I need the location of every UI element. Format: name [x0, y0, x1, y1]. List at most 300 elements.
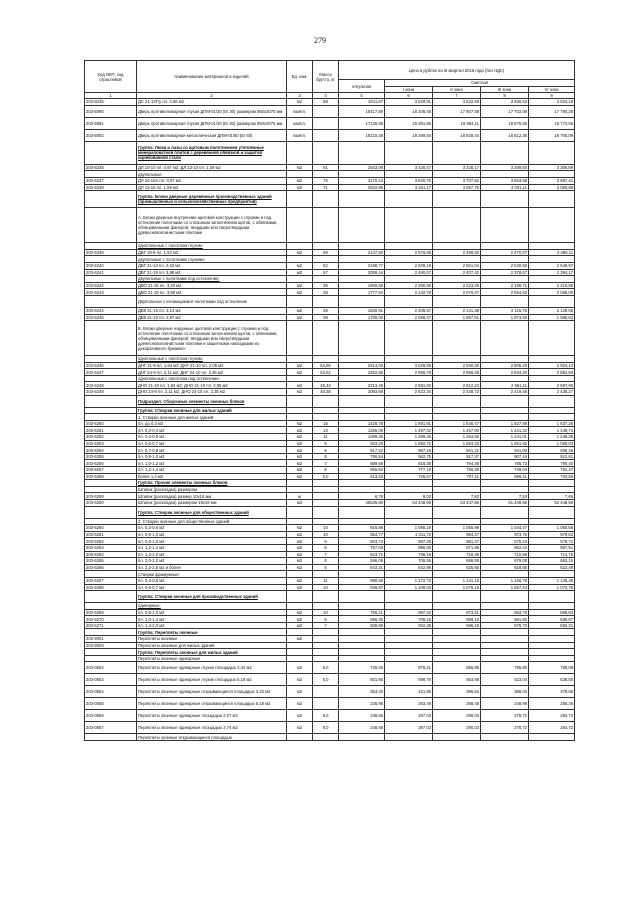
cell-name: ДЛ 10-10А пл. 0,97 м2 [137, 177, 287, 184]
cell-zone-2-price: 917,37 [433, 453, 481, 460]
cell-zone-1-price: 297,03 [385, 710, 433, 722]
cell-zone-3-price: 1 627,69 [481, 420, 529, 427]
cell-unit: м2 [287, 440, 313, 447]
table-row [85, 616, 575, 623]
cell-zone-1-price: 698,70 [385, 674, 433, 686]
cell-release-price [339, 171, 385, 178]
cell-code: 203-6269 [85, 609, 137, 616]
cell-unit: м2 [287, 674, 313, 686]
cell-zone-4-price: 2 486,11 [529, 249, 575, 256]
cell-release-price: 15417,69 [339, 105, 385, 117]
table-row [85, 584, 575, 591]
cell-code [85, 171, 137, 178]
cell-mass: 62 [313, 262, 339, 269]
cell-zone-3-price: 278,72 [481, 710, 529, 722]
cell-release-price: 1830,91 [339, 307, 385, 314]
cell-release-price: 2543,09 [339, 164, 385, 171]
cell-zone-4-price: 2 129,55 [529, 307, 575, 314]
cell-code: 203-6091 [85, 117, 137, 129]
cell-zone-4-price [529, 321, 575, 356]
table-row [85, 629, 575, 636]
cell-mass: 45,43 [313, 382, 339, 389]
cell-release-price [339, 629, 385, 636]
cell-unit: м2 [287, 289, 313, 296]
table-row [85, 184, 575, 191]
cell-unit: компл. [287, 129, 313, 141]
table-row [85, 493, 575, 500]
table-row [85, 276, 575, 283]
cell-release-price [339, 649, 385, 656]
cell-mass: 9,0 [313, 710, 339, 722]
cell-zone-3-price [481, 655, 529, 662]
cell-name: Б. Блоки дверные наружные щитовой конструкции с глухими и под остекление полотнами со сплошным заполнением щитов, с обвязками, облицованными фанерой, твердыми или сверхтвердыми древесноволокнистыми плитами и защитными накладками из декоративного бумажно- [137, 321, 287, 356]
cell-code: 203-6256 [85, 460, 137, 467]
cell-mass: 11 [313, 434, 339, 441]
cell-zone-4-price: 19 773,56 [529, 117, 575, 129]
table-row [85, 577, 575, 584]
cell-zone-2-price [433, 256, 481, 263]
cell-release-price [339, 591, 385, 603]
header-unit: Ед. изм. [287, 61, 313, 93]
cell-zone-4-price: 752,47 [529, 467, 575, 474]
cell-release-price: 854,77 [339, 531, 385, 538]
cell-zone-1-price: 18 346,45 [385, 105, 433, 117]
cell-code: 203-6270 [85, 616, 137, 623]
cell-zone-4-price: 2 394,17 [529, 269, 575, 276]
cell-code: 203-6262 [85, 538, 137, 545]
cell-zone-4-price: 936,49 [529, 447, 575, 454]
cell-mass [313, 117, 339, 129]
cell-zone-3-price: 248,99 [481, 698, 529, 710]
cell-mass: 8,0 [313, 722, 339, 734]
cell-zone-1-price [385, 141, 433, 164]
cell-mass [313, 208, 339, 243]
cell-zone-2-price [433, 734, 481, 741]
cell-code [85, 407, 137, 414]
cell-zone-1-price: 1 497,32 [385, 427, 433, 434]
cell-name: Переплеты оконные одинарные площадью 2,74 м2 [137, 722, 287, 734]
cell-zone-4-price: 788,09 [529, 662, 575, 674]
cell-unit: м2 [287, 609, 313, 616]
cell-code: 203-6261 [85, 531, 137, 538]
table-row [85, 603, 575, 610]
cell-unit: м2 [287, 453, 313, 460]
cell-zone-2-price [433, 518, 481, 525]
cell-mass [313, 276, 339, 283]
cell-name: одинарные: [137, 603, 287, 610]
cell-zone-1-price: 705,55 [385, 558, 433, 565]
cell-name: ДВГ 21-19 пл. 3,88 м2 [137, 269, 287, 276]
cell-name: Переплеты оконные для жилых зданий [137, 642, 287, 649]
table-row [85, 440, 575, 447]
cell-zone-3-price: 523,04 [481, 674, 529, 686]
cell-zone-2-price: 2 499,92 [433, 249, 481, 256]
cell-unit [287, 295, 313, 307]
cell-name: однопольные с полотном под остекление: [137, 375, 287, 382]
cell-zone-1-price [385, 321, 433, 356]
column-index: 4 [313, 93, 339, 99]
table-row [85, 571, 575, 578]
cell-zone-1-price [385, 208, 433, 243]
cell-zone-4-price: 1 986,63 [529, 314, 575, 321]
cell-unit: м2 [287, 538, 313, 545]
cell-mass [313, 518, 339, 525]
cell-zone-4-price [529, 642, 575, 649]
table-row [85, 551, 575, 558]
cell-zone-1-price: 3 629,91 [385, 99, 433, 106]
cell-zone-2-price [433, 243, 481, 250]
cell-zone-2-price: 2 868,48 [433, 369, 481, 376]
cell-name: пл. 0,8-1,0 м2 [137, 453, 287, 460]
cell-zone-4-price: 1 637,28 [529, 420, 575, 427]
cell-unit: м2 [287, 662, 313, 674]
cell-code: 203-6241 [85, 269, 137, 276]
cell-unit [287, 603, 313, 610]
table-row [85, 499, 575, 506]
table-row [85, 649, 575, 656]
cell-release-price: 543,21 [339, 564, 385, 571]
cell-zone-3-price [481, 642, 529, 649]
table-row [85, 208, 575, 243]
cell-zone-4-price [529, 591, 575, 603]
cell-mass: 63,62 [313, 369, 339, 376]
cell-zone-3-price [481, 603, 529, 610]
column-index: 1 [85, 93, 137, 99]
cell-zone-4-price: 1 050,68 [529, 525, 575, 532]
cell-zone-3-price [481, 518, 529, 525]
cell-zone-1-price: 896,00 [385, 544, 433, 551]
cell-zone-2-price [433, 171, 481, 178]
table-row [85, 564, 575, 571]
cell-zone-1-price [385, 256, 433, 263]
table-row [85, 375, 575, 382]
cell-unit [287, 321, 313, 356]
table-row [85, 321, 575, 356]
cell-code [85, 375, 137, 382]
cell-name: ДВК 21-15 пл. 3,13 м2 [137, 307, 287, 314]
cell-zone-1-price: 3 830,75 [385, 177, 433, 184]
cell-zone-2-price [433, 208, 481, 243]
cell-name: ДВО 21-15 пл. 3,20 м2 [137, 282, 287, 289]
header-name: Наименование материалов и изделий [137, 61, 287, 93]
cell-zone-4-price: 2 546,97 [529, 262, 575, 269]
cell-name: Переплеты оконные открывающиеся площадью [137, 734, 287, 741]
cell-code: 203-6260 [85, 525, 137, 532]
cell-zone-4-price [529, 414, 575, 421]
cell-zone-1-price: 726,67 [385, 473, 433, 480]
table-row [85, 389, 575, 396]
cell-release-price: 596,09 [339, 558, 385, 565]
cell-name: пл. 2,0-2,2 м2 [137, 558, 287, 565]
cell-zone-3-price [481, 407, 529, 414]
cell-zone-2-price: 3 707,82 [433, 177, 481, 184]
cell-zone-1-price: 1 011,72 [385, 531, 433, 538]
cell-release-price: 598,30 [339, 616, 385, 623]
table-body [85, 99, 575, 741]
cell-zone-4-price: 1 058,03 [529, 440, 575, 447]
cell-zone-2-price: 2 940,30 [433, 362, 481, 369]
cell-mass: 7 [313, 460, 339, 467]
cell-zone-2-price [433, 636, 481, 643]
cell-zone-1-price: 878,21 [385, 662, 433, 674]
cell-code [85, 655, 137, 662]
cell-zone-1-price: 3 426,47 [385, 164, 433, 171]
cell-mass: 7 [313, 551, 339, 558]
cell-zone-4-price: 538,50 [529, 674, 575, 686]
cell-name: пл. 0,3-0,6 м2 [137, 525, 287, 532]
cell-zone-4-price [529, 407, 575, 414]
cell-zone-2-price: 3 067,76 [433, 184, 481, 191]
cell-zone-1-price: 2 480,67 [385, 269, 433, 276]
table-row [85, 460, 575, 467]
cell-zone-2-price: 2 612,24 [433, 382, 481, 389]
cell-zone-4-price: 3 687,41 [529, 177, 575, 184]
cell-zone-4-price [529, 375, 575, 382]
cell-name: пл. 2,2-2,6 м2 и более [137, 564, 287, 571]
cell-zone-3-price: 863,76 [481, 609, 529, 616]
cell-mass: 5,0 [313, 662, 339, 674]
cell-unit: м2 [287, 434, 313, 441]
cell-zone-1-price [385, 295, 433, 307]
cell-zone-1-price: 1 085,19 [385, 525, 433, 532]
cell-code: 203-6250 [85, 420, 137, 427]
table-row [85, 256, 575, 263]
cell-zone-1-price [385, 649, 433, 656]
cell-unit: м2 [287, 467, 313, 474]
cell-zone-3-price: 748,04 [481, 467, 529, 474]
cell-zone-1-price: 283,49 [385, 698, 433, 710]
cell-zone-1-price: 1 172,73 [385, 577, 433, 584]
cell-name: Дверь противопожарная глухая ДПМ-01/30 (EI 30) размером 950х2075 мм [137, 105, 287, 117]
cell-unit: м2 [287, 636, 313, 643]
table-row [85, 362, 575, 369]
cell-zone-1-price: 2 955,78 [385, 369, 433, 376]
cell-zone-4-price: 2 924,13 [529, 362, 575, 369]
cell-zone-2-price: 19 984,11 [433, 117, 481, 129]
cell-name: Переплеты оконные одинарные площадью 2,07 м2 [137, 710, 287, 722]
cell-release-price [339, 208, 385, 243]
cell-code [85, 395, 137, 407]
cell-name: Двупольные с качающимися полотнами под остекление [137, 295, 287, 307]
cell-mass: 40,38 [313, 389, 339, 396]
cell-zone-1-price: 708,15 [385, 616, 433, 623]
table-row [85, 453, 575, 460]
header-zone-1: I зона [385, 86, 433, 93]
cell-code: 203-6263 [85, 544, 137, 551]
table-row [85, 525, 575, 532]
cell-release-price [339, 191, 385, 208]
cell-mass: 38 [313, 314, 339, 321]
cell-name: Группа: Прочие элементы оконных блоков [137, 480, 287, 487]
cell-unit [287, 243, 313, 250]
cell-release-price: 2058,44 [339, 269, 385, 276]
cell-release-price: 601,66 [339, 674, 385, 686]
cell-unit: компл. [287, 105, 313, 117]
cell-unit [287, 191, 313, 208]
cell-name: Подраздел: Сборочные элементы оконных блоков [137, 395, 287, 407]
cell-unit: м2 [287, 722, 313, 734]
cell-unit: м2 [287, 525, 313, 532]
table-row [85, 591, 575, 603]
cell-zone-1-price: 2 142,78 [385, 289, 433, 296]
cell-zone-3-price: 17 702,09 [481, 105, 529, 117]
cell-zone-3-price: 862,44 [481, 544, 529, 551]
cell-release-price: 2514,03 [339, 362, 385, 369]
table-row [85, 674, 575, 686]
table-row [85, 544, 575, 551]
cell-name: ДВГ 19-9 пл. 1,53 м2 [137, 249, 287, 256]
cell-unit: м2 [287, 622, 313, 629]
cell-zone-2-price: 2 561,04 [433, 262, 481, 269]
cell-release-price [339, 395, 385, 407]
cell-zone-1-price: 602,35 [385, 622, 433, 629]
table-row [85, 686, 575, 698]
cell-unit: м2 [287, 686, 313, 698]
column-index: 5 [339, 93, 385, 99]
cell-mass [313, 414, 339, 421]
cell-unit: м2 [287, 420, 313, 427]
cell-release-price [339, 506, 385, 518]
cell-mass: 7 [313, 622, 339, 629]
cell-mass [313, 649, 339, 656]
cell-zone-3-price [481, 256, 529, 263]
cell-zone-3-price: 931,00 [481, 447, 529, 454]
cell-zone-1-price: 3 161,17 [385, 184, 433, 191]
cell-unit [287, 649, 313, 656]
cell-code: 203-0555 [85, 698, 137, 710]
cell-mass: 39 [313, 282, 339, 289]
cell-zone-1-price [385, 276, 433, 283]
cell-zone-3-price: 2 470,07 [481, 249, 529, 256]
cell-name: Переплеты оконные одинарные открывающиеся площадью 5,18 м2 [137, 698, 287, 710]
cell-mass [313, 493, 339, 500]
cell-zone-4-price [529, 629, 575, 636]
cell-release-price [339, 734, 385, 741]
cell-zone-2-price [433, 486, 481, 493]
table-row [85, 480, 575, 487]
cell-release-price [339, 414, 385, 421]
cell-release-price [339, 603, 385, 610]
cell-code: 203-6271 [85, 622, 137, 629]
cell-mass: 5 [313, 564, 339, 571]
cell-mass [313, 356, 339, 363]
cell-zone-3-price [481, 571, 529, 578]
cell-zone-2-price: 268,48 [433, 698, 481, 710]
cell-zone-1-price [385, 407, 433, 414]
cell-release-price: 1089,36 [339, 434, 385, 441]
cell-unit: м2 [287, 577, 313, 584]
cell-zone-1-price [385, 414, 433, 421]
cell-zone-1-price: 2 206,57 [385, 307, 433, 314]
cell-zone-3-price: 575,24 [481, 538, 529, 545]
cell-zone-3-price: 3 289,50 [481, 164, 529, 171]
cell-unit [287, 407, 313, 414]
cell-name: двупольные: [137, 171, 287, 178]
cell-zone-1-price: 1 109,03 [385, 584, 433, 591]
table-row [85, 171, 575, 178]
cell-mass: 39 [313, 307, 339, 314]
table-row [85, 710, 575, 722]
cell-zone-3-price: 973,76 [481, 531, 529, 538]
cell-zone-4-price [529, 603, 575, 610]
cell-zone-4-price: 790,40 [529, 460, 575, 467]
cell-unit [287, 629, 313, 636]
cell-name: ДЛ 13-15 пл. 1,89 м2 [137, 184, 287, 191]
cell-code: 203-0552 [85, 662, 137, 674]
cell-mass [313, 321, 339, 356]
cell-zone-1-price: 8,02 [385, 493, 433, 500]
cell-code [85, 591, 137, 603]
cell-zone-1-price: 1 289,35 [385, 434, 433, 441]
cell-release-price [339, 655, 385, 662]
table-row [85, 289, 575, 296]
cell-release-price: 3011,67 [339, 99, 385, 106]
cell-zone-4-price [529, 518, 575, 525]
cell-mass: 68 [313, 99, 339, 106]
table-row [85, 447, 575, 454]
table-header [85, 61, 575, 99]
cell-release-price: 2452,55 [339, 369, 385, 376]
table-row [85, 467, 575, 474]
cell-code: 203-6255 [85, 453, 137, 460]
cell-zone-2-price [433, 321, 481, 356]
cell-unit [287, 506, 313, 518]
table-row [85, 395, 575, 407]
cell-release-price [339, 407, 385, 414]
table-row [85, 558, 575, 565]
cell-code: 203-6266 [85, 564, 137, 571]
cell-code: 203-8235 [85, 99, 137, 106]
cell-mass: 6,0 [313, 473, 339, 480]
cell-code: 203-0557 [85, 722, 137, 734]
cell-name: пл. 0,3-0,4 м2 [137, 427, 287, 434]
cell-zone-3-price [481, 414, 529, 421]
cell-zone-1-price [385, 636, 433, 643]
cell-zone-3-price [481, 636, 529, 643]
cell-zone-4-price: 378,66 [529, 686, 575, 698]
cell-zone-3-price [481, 591, 529, 603]
cell-zone-2-price: 707,11 [433, 473, 481, 480]
cell-zone-4-price: 1 073,76 [529, 584, 575, 591]
cell-name: пл. 1,4-2,0 м2 [137, 551, 287, 558]
cell-zone-4-price [529, 208, 575, 243]
cell-zone-4-price [529, 141, 575, 164]
price-table [84, 60, 575, 741]
cell-release-price: 756,21 [339, 609, 385, 616]
cell-code: 203-6268 [85, 584, 137, 591]
cell-name: пл. 0,4-0,5 м2 [137, 434, 287, 441]
cell-zone-4-price: 912,81 [529, 453, 575, 460]
cell-name: Штапик (раскладка) размером 19х19 мм [137, 499, 287, 506]
table-row [85, 117, 575, 129]
cell-mass: 8 [313, 538, 339, 545]
cell-code: 203-6259 [85, 493, 137, 500]
cell-mass: 10 [313, 609, 339, 616]
page-number: 279 [314, 36, 326, 45]
cell-zone-4-price [529, 276, 575, 283]
cell-zone-2-price: 3 522,59 [433, 99, 481, 106]
cell-unit: компл. [287, 117, 313, 129]
cell-zone-3-price [481, 243, 529, 250]
cell-mass [313, 686, 339, 698]
cell-mass [313, 506, 339, 518]
cell-zone-2-price: 1 079,19 [433, 584, 481, 591]
cell-zone-4-price: 1 449,74 [529, 427, 575, 434]
cell-zone-2-price: 1 997,61 [433, 314, 481, 321]
cell-name: пл. 1,2-1,4 м2 [137, 467, 287, 474]
cell-zone-1-price: 738,18 [385, 551, 433, 558]
cell-release-price [339, 375, 385, 382]
